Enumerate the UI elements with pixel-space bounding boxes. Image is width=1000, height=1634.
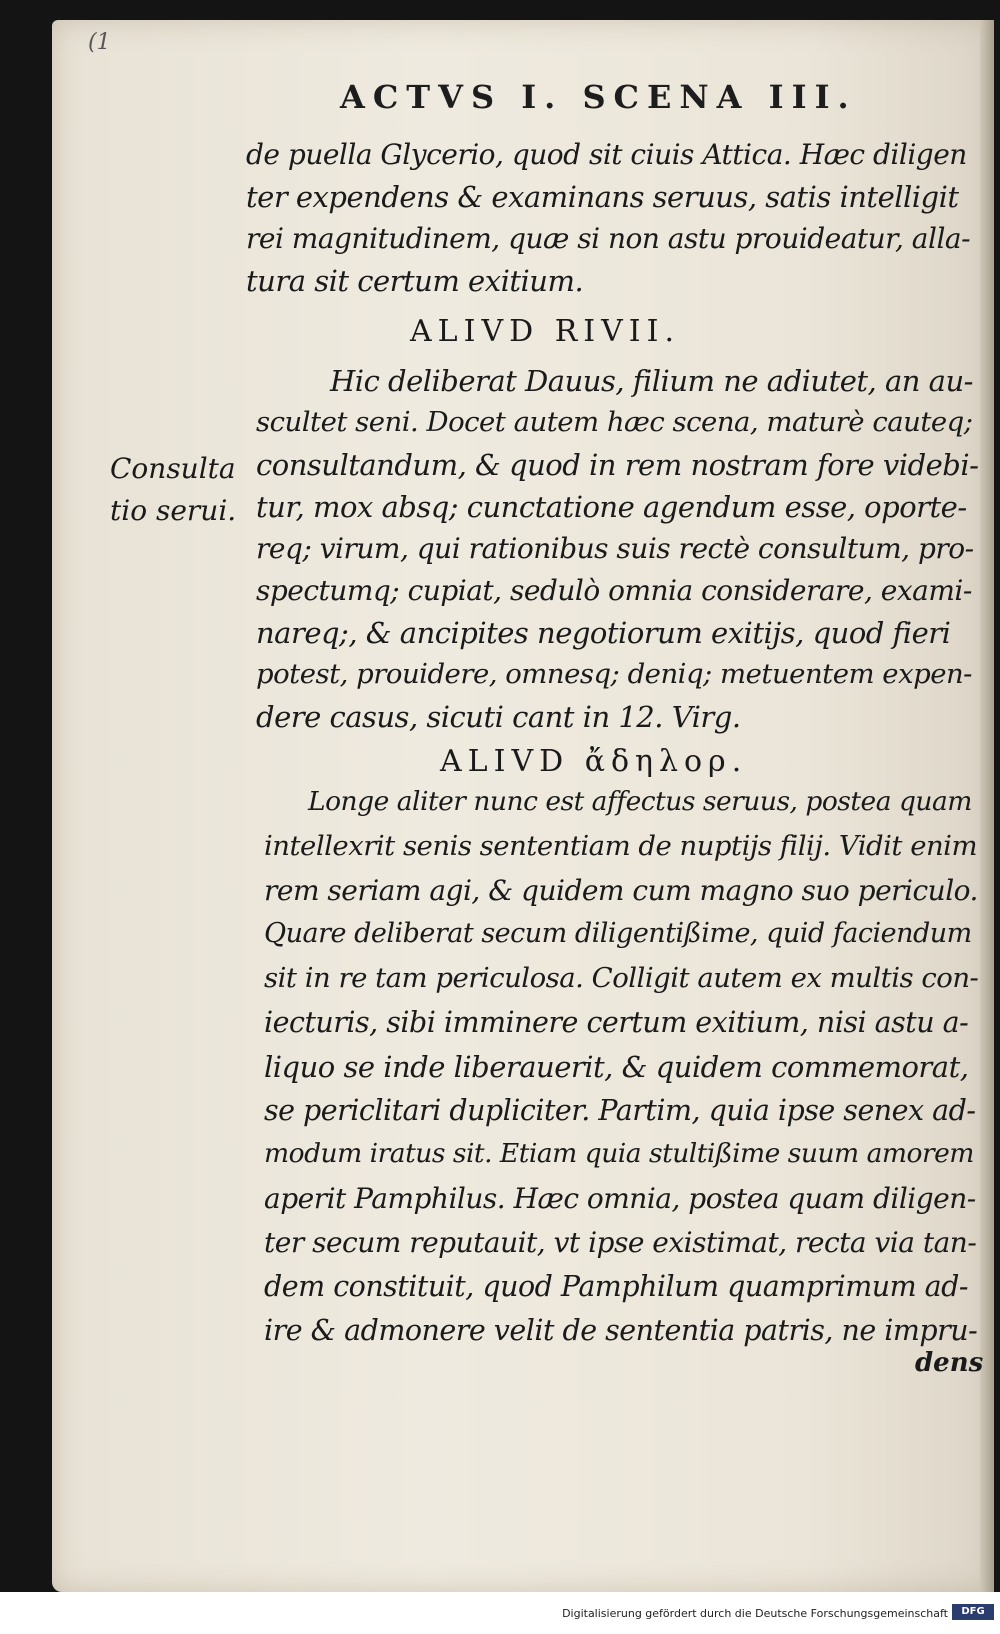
text-line: modum iratus sit. Etiam quia stultißime suum amorem [264,1138,974,1169]
text-line: rem seriam agi, & quidem cum magno suo periculo. [264,874,978,907]
text-line: liquo se inde liberauerit, & quidem commemorat, [264,1050,969,1084]
text-line: Hic deliberat Dauus, filium ne adiutet, an au- [330,364,973,398]
text-line: spectumq; cupiat, sedulò omnia considerare, exami- [256,574,972,607]
text-line: de puella Glycerio, quod sit ciuis Attica. Hæc diligen [246,138,967,171]
margin-note: tio serui. [110,494,237,527]
text-line: iecturis, sibi imminere certum exitium, nisi astu a- [264,1006,969,1039]
text-line: Longe aliter nunc est affectus seruus, postea quam [308,786,972,817]
text-line: ire & admonere velit de sententia patris, ne impru- [264,1314,978,1347]
text-line: consultandum, & quod in rem nostram fore videbi- [256,448,979,482]
footer-bar [0,1592,1000,1634]
text-line: dere casus, sicuti cant in 12. Virg. [256,700,741,734]
text-line: Quare deliberat secum diligentißime, quid faciendum [264,918,972,949]
text-line: scultet seni. Docet autem hæc scena, maturè cauteq; [256,406,973,438]
text-line: nareq;, & ancipites negotiorum exitijs, quod fieri [256,616,951,650]
text-line: rei magnitudinem, quæ si non astu prouideatur, alla- [246,222,971,255]
text-line: tura sit certum exitium. [246,264,584,298]
text-line: ter secum reputauit, vt ipse existimat, recta via tan- [264,1226,977,1259]
text-line: tur, mox absq; cunctatione agendum esse, oporte- [256,490,967,524]
text-line: intellexrit senis sententiam de nuptijs filij. Vidit enim [264,830,978,862]
running-header: ACTVS I. SCENA III. [340,78,857,116]
margin-note: Consulta [110,452,236,485]
catchword: dens [915,1348,984,1378]
text-line: req; virum, qui rationibus suis rectè consultum, pro- [256,532,974,565]
footer-credit: Digitalisierung gefördert durch die Deutsche Forschungsgemeinschaft [562,1607,948,1620]
text-line: sit in re tam periculosa. Colligit autem ex multis con- [264,962,979,994]
text-line: potest, prouidere, omnesq; deniq; metuentem expen- [256,658,972,690]
corner-mark: (1 [88,30,111,55]
section-heading: ALIVD ἄδηλορ. [440,744,748,779]
text-line: ter expendens & examinans seruus, satis intelligit [246,180,959,214]
section-heading: ALIVD RIVII. [410,314,681,349]
text-line: dem constituit, quod Pamphilum quamprimum ad- [264,1270,969,1303]
text-line: se periclitari dupliciter. Partim, quia ipse senex ad- [264,1094,976,1127]
text-line: aperit Pamphilus. Hæc omnia, postea quam diligen- [264,1182,976,1215]
dfg-logo: DFG [952,1604,994,1620]
